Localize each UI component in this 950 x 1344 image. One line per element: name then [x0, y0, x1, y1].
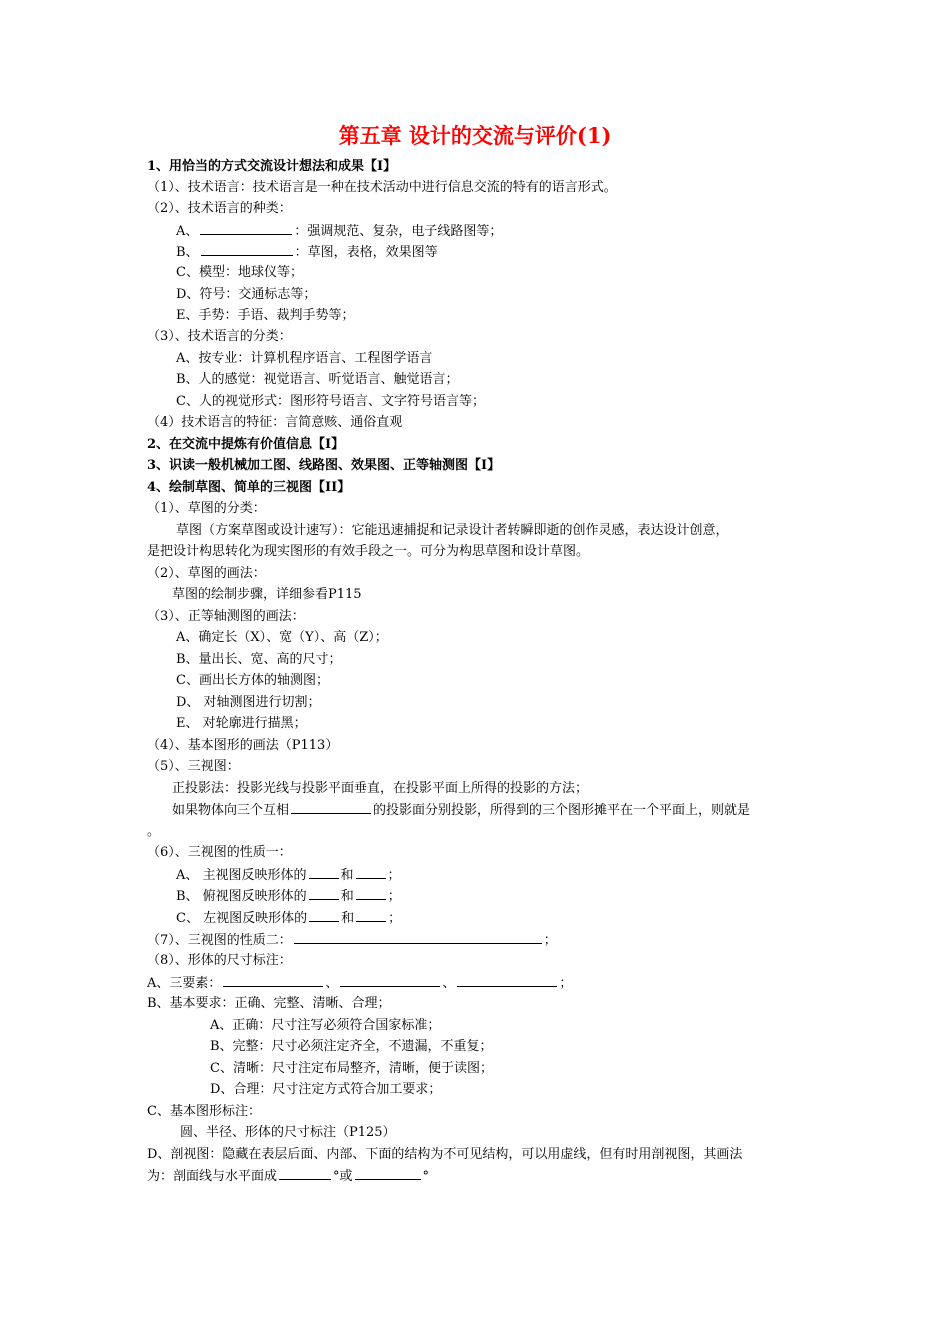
- fill-blank: [356, 885, 386, 900]
- basic-requirements: B、基本要求：正确、完整、清晰、合理；: [147, 996, 391, 1011]
- item-text: 、: [325, 976, 339, 991]
- fill-blank: [309, 907, 339, 922]
- fill-blank: [294, 929, 542, 944]
- fill-blank: [200, 220, 292, 235]
- basic-shape-annotation: C、基本图形标注：: [147, 1104, 261, 1119]
- item-text: °: [422, 1169, 430, 1184]
- requirement-reasonable: D、合理：尺寸注定方式符合加工要求；: [210, 1082, 442, 1097]
- item-text: C、 左视图反映形体的: [176, 911, 308, 926]
- paragraph-three-views: （5）、三视图：: [147, 759, 240, 774]
- list-item-type-c: C、模型：地球仪等；: [176, 265, 303, 280]
- fill-blank: [291, 799, 371, 814]
- fill-blank: [309, 864, 339, 879]
- item-text: A、三要素：: [147, 976, 222, 991]
- list-item-axo-a: A、确定长（X）、宽（Y）、高（Z）；: [176, 630, 388, 645]
- orthographic-projection: 正投影法：投影光线与投影平面垂直，在投影平面上所得的投影的方法；: [172, 781, 589, 796]
- heading-3: 3、识读一般机械加工图、线路图、效果图、正等轴测图【I】: [147, 458, 501, 473]
- list-item-type-d: D、符号：交通标志等；: [176, 287, 317, 302]
- list-item-axo-e: E、 对轮廓进行描黑；: [176, 716, 307, 731]
- item-text: A、 主视图反映形体的: [176, 868, 307, 883]
- fill-blank: [309, 885, 339, 900]
- paragraph-classification: （3）、技术语言的分类：: [147, 329, 292, 344]
- page-title: 第五章 设计的交流与评价(1): [338, 123, 612, 148]
- section-view-line-1: D、剖视图：隐藏在表层后面、内部、下面的结构为不可见结构，可以用虚线，但有时用剖视图，其画法: [147, 1147, 743, 1162]
- item-text: 为：剖面线与水平面成: [147, 1169, 278, 1184]
- heading-4: 4、绘制草图、简单的三视图【II】: [147, 480, 351, 495]
- paragraph-features: （4）技术语言的特征：言简意赅、通俗直观: [147, 415, 403, 430]
- shape-annotation-detail: 圆、半径、形体的尺寸标注（P125）: [180, 1125, 396, 1140]
- item-text: ；: [388, 911, 402, 926]
- heading-1: 1、用恰当的方式交流设计想法和成果【I】: [147, 159, 397, 174]
- fill-blank: [340, 972, 440, 987]
- item-text: ；: [559, 976, 573, 991]
- definition-text: 的投影面分别投影，所得到的三个图形摊平在一个平面上，则就是: [373, 803, 751, 818]
- paragraph-properties-one: （6）、三视图的性质一：: [147, 845, 292, 860]
- fill-blank: [279, 1165, 331, 1180]
- list-item-type-a: [176, 220, 502, 242]
- list-item-front-view: [176, 864, 401, 886]
- requirement-clear: C、清晰：尺寸注定布局整齐，清晰，便于读图；: [210, 1061, 493, 1076]
- sketch-desc-line-2: 是把设计构思转化为现实图形的有效手段之一。可分为构思草图和设计草图。: [147, 544, 590, 559]
- requirement-correct: A、正确：尺寸注写必须符合国家标准；: [210, 1018, 441, 1033]
- list-item-class-c: C、人的视觉形式：图形符号语言、文字符号语言等；: [176, 394, 485, 409]
- paragraph-tech-language: （1）、技术语言：技术语言是一种在技术活动中进行信息交流的特有的语言形式。: [147, 180, 617, 195]
- item-text: 和: [340, 889, 354, 904]
- requirement-complete: B、完整：尺寸必须注定齐全，不遗漏，不重复；: [210, 1039, 493, 1054]
- three-view-definition: [172, 799, 750, 821]
- item-text: ：强调规范、复杂，电子线路图等；: [294, 224, 503, 239]
- three-view-definition-end: 。: [147, 824, 161, 839]
- fill-blank: [356, 864, 386, 879]
- list-item-axo-b: B、量出长、宽、高的尺寸；: [176, 652, 342, 667]
- paragraph-axonometric: （3）、正等轴测图的画法：: [147, 609, 305, 624]
- item-text: ；: [387, 889, 401, 904]
- item-text: 、: [442, 976, 456, 991]
- list-item-axo-d: D、 对轴测图进行切割；: [176, 695, 321, 710]
- item-text: ；: [543, 933, 557, 948]
- item-text: ：草图，表格，效果图等: [294, 245, 438, 260]
- item-prefix: A、: [176, 224, 199, 239]
- list-item-left-view: [176, 907, 401, 929]
- item-text: 和: [340, 868, 354, 883]
- section-view-line-2: [147, 1165, 429, 1187]
- fill-blank: [223, 972, 323, 987]
- paragraph-tech-types: （2）、技术语言的种类：: [147, 201, 292, 216]
- paragraph-basic-shapes: （4）、基本图形的画法（P113）: [147, 738, 339, 753]
- three-elements: [147, 972, 572, 994]
- sketch-desc-line-1: 草图（方案草图或设计速写）：它能迅速捕捉和记录设计者转瞬即逝的创作灵感，表达设计创意，: [176, 523, 729, 538]
- item-text: °或: [333, 1169, 353, 1184]
- list-item-axo-c: C、画出长方体的轴测图；: [176, 673, 329, 688]
- list-item-top-view: [176, 885, 401, 907]
- paragraph-properties-two: [147, 929, 557, 951]
- heading-2: 2、在交流中提炼有价值信息【I】: [147, 437, 345, 452]
- paragraph-sketch-method: （2）、草图的画法：: [147, 566, 266, 581]
- fill-blank: [201, 241, 293, 256]
- paragraph-dimensioning: （8）、形体的尺寸标注：: [147, 953, 292, 968]
- list-item-class-b: B、人的感觉：视觉语言、听觉语言、触觉语言；: [176, 372, 459, 387]
- paragraph-sketch-types: （1）、草图的分类：: [147, 501, 266, 516]
- item-text: ；: [387, 868, 401, 883]
- item-text: B、 俯视图反映形体的: [176, 889, 307, 904]
- item-text: （7）、三视图的性质二：: [147, 933, 292, 948]
- fill-blank: [457, 972, 557, 987]
- fill-blank: [356, 907, 386, 922]
- list-item-type-b: [176, 241, 438, 263]
- item-prefix: B、: [176, 245, 199, 260]
- item-text: 和: [341, 911, 355, 926]
- fill-blank: [355, 1165, 421, 1180]
- sketch-steps: 草图的绘制步骤，详细参看P115: [172, 587, 362, 602]
- definition-text: 如果物体向三个互相: [172, 803, 290, 818]
- list-item-type-e: E、手势：手语、裁判手势等；: [176, 308, 355, 323]
- list-item-class-a: A、按专业：计算机程序语言、工程图学语言: [176, 351, 433, 366]
